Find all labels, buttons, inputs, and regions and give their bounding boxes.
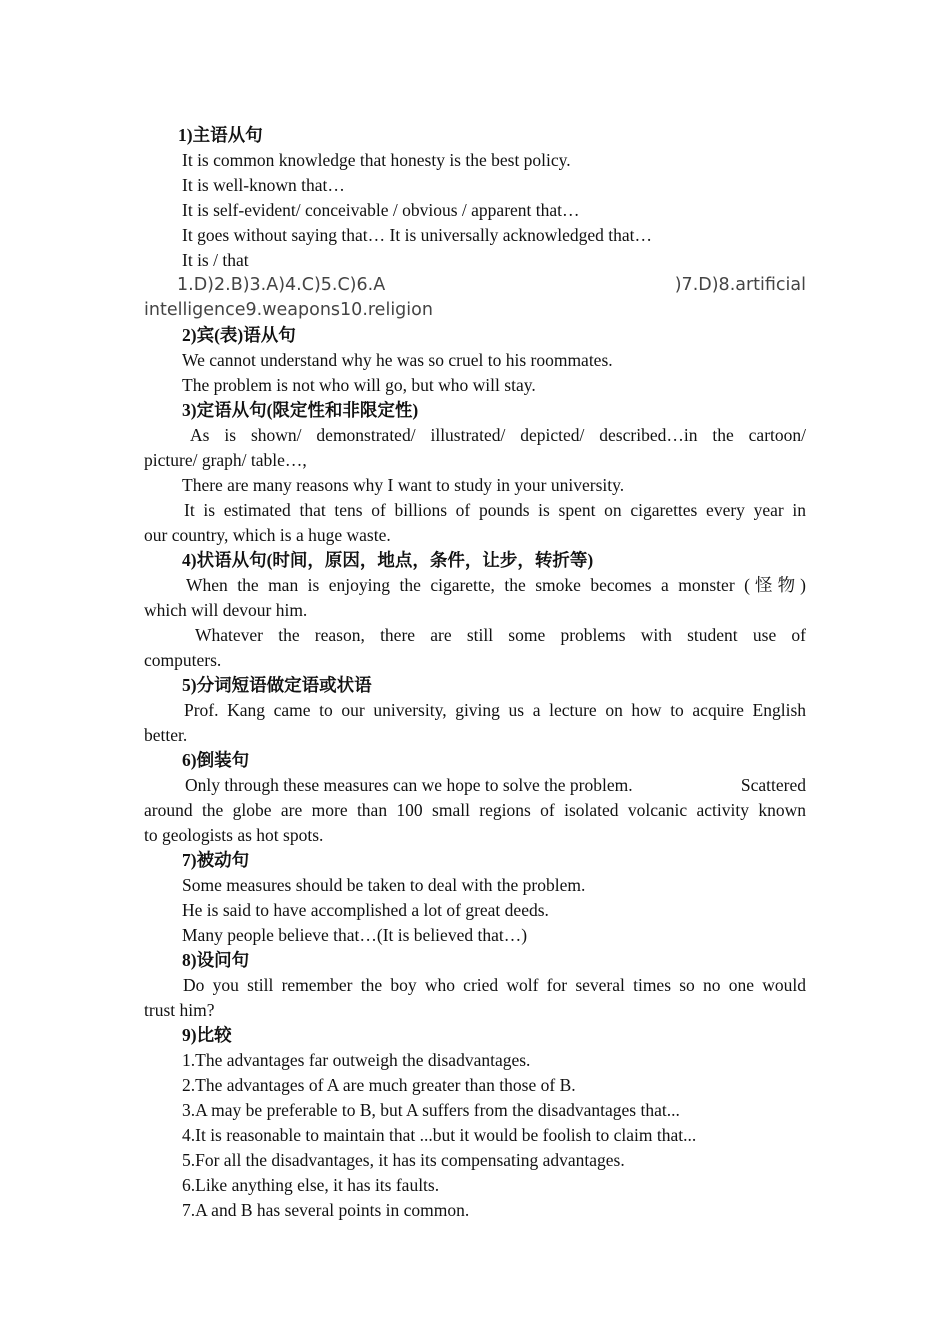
text-line: trust him? (144, 1000, 215, 1020)
text-segment: Only through these measures can we hope to solve the problem. (185, 775, 633, 795)
text-line: It is common knowledge that honesty is the best policy. (182, 150, 571, 170)
text-line: As is shown/ demonstrated/ illustrated/ depicted/ described…in the cartoon/ (190, 425, 806, 445)
text-line: It is well-known that… (182, 175, 345, 195)
answer-key-line (144, 273, 806, 298)
list-item: 2.The advantages of A are much greater than those of B. (182, 1075, 576, 1095)
answer-key-left: 1.D)2.B)3.A)4.C)5.C)6.A (177, 275, 386, 295)
text-line: picture/ graph/ table…, (144, 450, 307, 470)
section-heading-inversion: 6)倒装句 (182, 750, 250, 770)
text-line: our country, which is a huge waste. (144, 525, 391, 545)
text-line: Do you still remember the boy who cried wolf for several times so no one would (183, 975, 806, 995)
text-line (144, 773, 806, 798)
text-line: to geologists as hot spots. (144, 825, 324, 845)
text-line: When the man is enjoying the cigarette, the smoke becomes a monster (怪物) (186, 575, 806, 595)
text-line: computers. (144, 650, 222, 670)
list-item: 1.The advantages far outweigh the disadvantages. (182, 1050, 531, 1070)
section-heading-attributive-clause: 3)定语从句(限定性和非限定性) (182, 400, 419, 420)
text-line: Many people believe that…(It is believed that…) (182, 925, 528, 945)
list-item: 5.For all the disadvantages, it has its compensating advantages. (182, 1150, 625, 1170)
text-line: Some measures should be taken to deal with the problem. (182, 875, 586, 895)
list-item: 7.A and B has several points in common. (182, 1200, 470, 1220)
section-heading-comparison: 9)比较 (182, 1025, 232, 1045)
text-line: It is estimated that tens of billions of pounds is spent on cigarettes every year in (184, 500, 806, 520)
text-line: better. (144, 725, 188, 745)
answer-key-line-2: intelligence9.weapons10.religion (144, 300, 433, 320)
text-line: Prof. Kang came to our university, giving us a lecture on how to acquire English (184, 700, 806, 720)
section-heading-adverbial-clause: 4)状语从句(时间，原因，地点，条件，让步，转折等) (182, 550, 594, 570)
document-page (144, 123, 806, 1223)
text-line: It is self-evident/ conceivable / obvious / apparent that… (182, 200, 580, 220)
section-heading-passive: 7)被动句 (182, 850, 250, 870)
list-item: 6.Like anything else, it has its faults. (182, 1175, 440, 1195)
section-heading-rhetorical-question: 8)设问句 (182, 950, 250, 970)
section-heading-object-clause: 2)宾(表)语从句 (182, 325, 296, 345)
text-line: It is / that (182, 250, 249, 270)
list-item: 3.A may be preferable to B, but A suffers from the disadvantages that... (182, 1100, 680, 1120)
section-heading-subject-clause: 1)主语从句 (178, 125, 263, 145)
text-line: Whatever the reason, there are still some problems with student use of (195, 625, 806, 645)
text-line: around the globe are more than 100 small regions of isolated volcanic activity known (144, 800, 806, 820)
text-line: which will devour him. (144, 600, 308, 620)
text-line: There are many reasons why I want to study in your university. (182, 475, 625, 495)
text-line: It goes without saying that… It is universally acknowledged that… (182, 225, 652, 245)
list-item: 4.It is reasonable to maintain that ...but it would be foolish to claim that... (182, 1125, 697, 1145)
answer-key-right: )7.D)8.artificial (674, 275, 806, 295)
section-heading-participle-phrase: 5)分词短语做定语或状语 (182, 675, 372, 695)
text-segment: Scattered (740, 775, 806, 795)
text-line: We cannot understand why he was so cruel to his roommates. (182, 350, 613, 370)
text-line: The problem is not who will go, but who will stay. (182, 375, 536, 395)
text-line: He is said to have accomplished a lot of great deeds. (182, 900, 549, 920)
